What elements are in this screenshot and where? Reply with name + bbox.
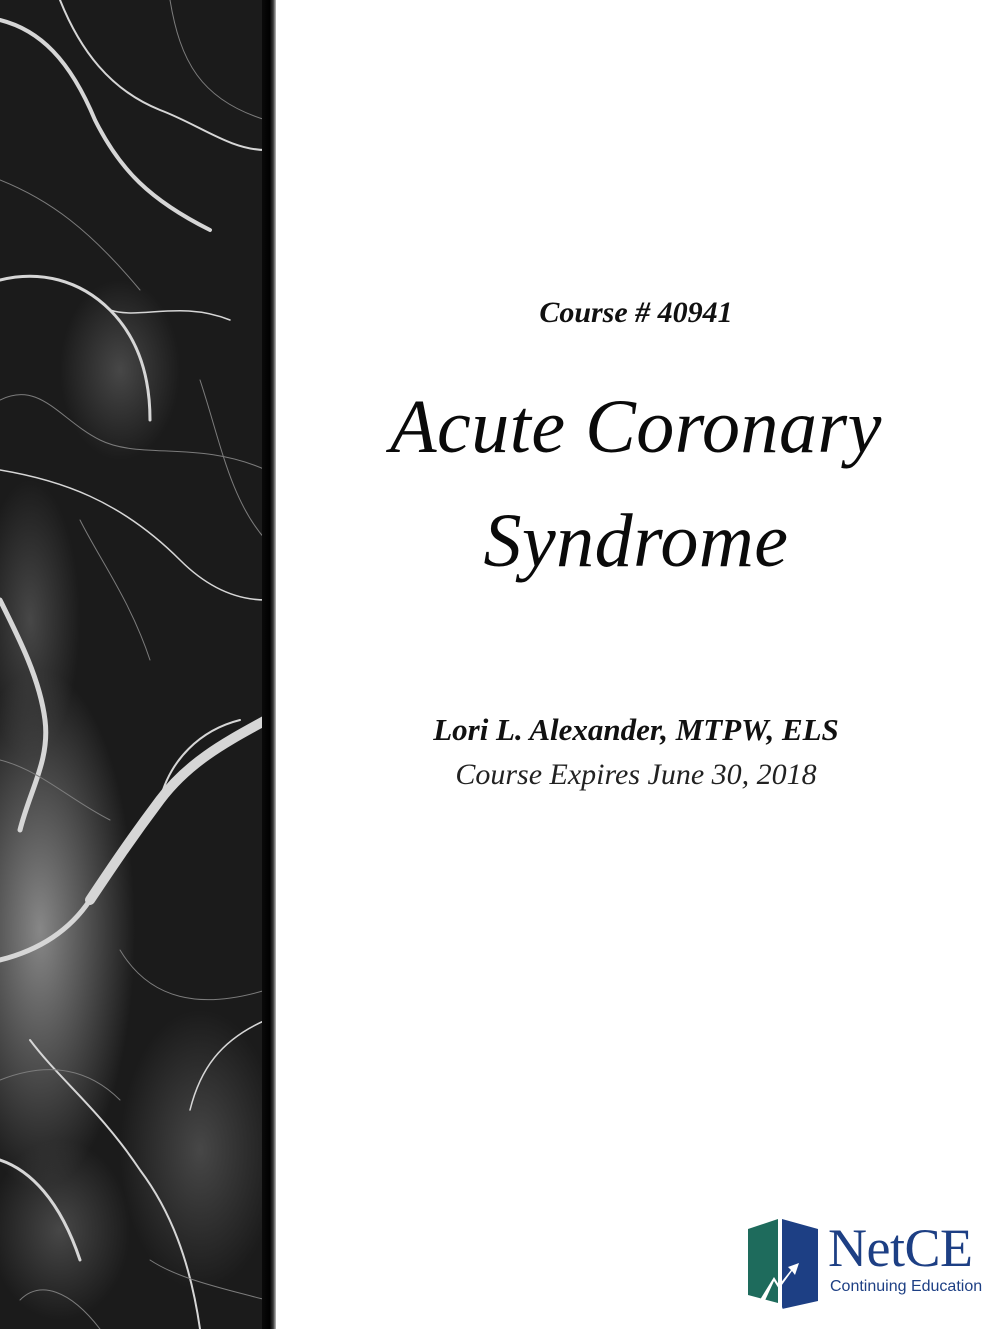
logo-name: NetCE <box>828 1218 973 1278</box>
marble-texture-image <box>0 0 266 1329</box>
netce-logo <box>748 1215 984 1309</box>
course-number: Course # 40941 <box>539 296 733 329</box>
title-line-2: Syndrome <box>483 499 789 583</box>
panel-edge-border <box>262 0 276 1329</box>
title-line-1: Acute Coronary <box>390 385 882 469</box>
author-name: Lori L. Alexander, MTPW, ELS <box>433 712 839 747</box>
book-arrow-icon <box>748 1215 820 1309</box>
marble-side-panel <box>0 0 266 1329</box>
logo-tagline: Continuing Education <box>830 1278 983 1295</box>
course-expiry: Course Expires June 30, 2018 <box>455 758 817 791</box>
cover-text-area <box>276 0 996 1329</box>
